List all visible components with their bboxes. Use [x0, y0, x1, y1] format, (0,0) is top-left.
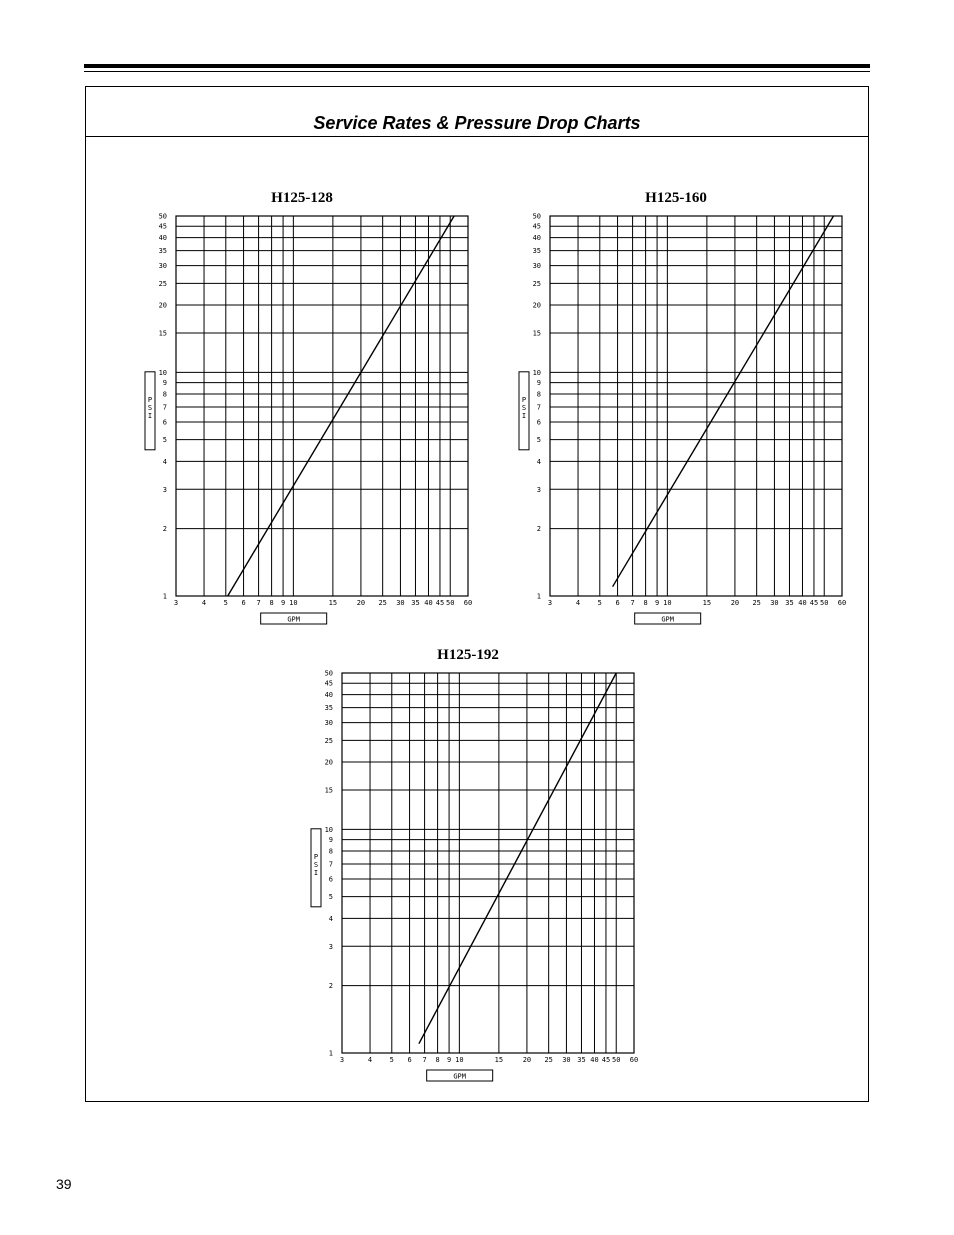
y-tick-label: 50 [158, 212, 167, 221]
y-tick-label: 9 [162, 379, 167, 388]
x-tick-label: 9 [280, 599, 286, 607]
plot-area [342, 673, 634, 1053]
y-tick-label: 7 [328, 860, 333, 869]
y-tick-label: 30 [324, 719, 333, 728]
y-tick-label: 2 [162, 525, 167, 534]
x-tick-label: 5 [223, 599, 228, 607]
y-tick-label: 2 [328, 982, 333, 991]
x-tick-label: 40 [590, 1056, 599, 1064]
chart-title: H125-160 [645, 190, 707, 206]
y-tick-label: 15 [324, 786, 333, 795]
chart-title: H125-192 [437, 647, 499, 663]
x-tick-label: 25 [378, 599, 387, 607]
page-number: 39 [56, 1176, 72, 1192]
pressure-drop-line [228, 216, 454, 596]
y-tick-label: 40 [532, 234, 541, 243]
x-tick-label: 7 [422, 1056, 427, 1064]
x-tick-label: 4 [201, 599, 207, 607]
plot-area [176, 216, 468, 596]
chart-h125-128 [140, 185, 480, 635]
x-tick-label: 60 [629, 1056, 639, 1064]
x-tick-label: 8 [435, 1056, 440, 1064]
chart-h125-160 [514, 185, 854, 635]
y-tick-label: 15 [532, 329, 541, 338]
y-tick-label: 8 [162, 390, 167, 399]
y-tick-label: 8 [328, 847, 333, 856]
y-tick-label: 9 [328, 836, 333, 845]
title-separator [86, 136, 868, 137]
y-tick-label: 30 [532, 262, 541, 271]
x-tick-label: 35 [411, 599, 420, 607]
y-tick-label: 50 [324, 669, 333, 678]
y-tick-label: 35 [532, 247, 541, 256]
y-tick-label: 5 [536, 436, 541, 445]
x-tick-label: 7 [256, 599, 261, 607]
y-tick-label: 35 [158, 247, 167, 256]
y-tick-label: 20 [532, 301, 541, 310]
y-tick-label: 9 [536, 379, 541, 388]
x-tick-label: 50 [446, 599, 455, 607]
x-tick-label: 20 [522, 1056, 532, 1064]
x-tick-label: 30 [562, 1056, 571, 1064]
x-tick-label: 45 [435, 599, 445, 607]
y-tick-label: 40 [324, 691, 333, 700]
x-tick-label: 4 [575, 599, 581, 607]
y-tick-label: 45 [324, 679, 333, 688]
y-tick-label: 10 [532, 368, 541, 377]
y-tick-label: 15 [158, 329, 167, 338]
x-tick-label: 15 [702, 599, 712, 607]
x-tick-label: 20 [730, 599, 740, 607]
x-tick-label: 20 [356, 599, 366, 607]
x-tick-label: 15 [494, 1056, 504, 1064]
x-tick-label: 7 [630, 599, 635, 607]
y-tick-label: 8 [536, 390, 541, 399]
x-tick-label: 10 [663, 599, 672, 607]
x-tick-label: 30 [396, 599, 405, 607]
x-tick-label: 6 [241, 599, 246, 607]
y-tick-label: 50 [532, 212, 541, 221]
y-tick-label: 3 [328, 942, 333, 951]
x-tick-label: 9 [446, 1056, 452, 1064]
y-tick-label: 6 [162, 418, 167, 427]
y-tick-label: 6 [536, 418, 541, 427]
x-tick-label: 45 [809, 599, 819, 607]
y-tick-label: 4 [162, 457, 167, 466]
chart-h125-192 [306, 642, 646, 1092]
y-tick-label: 6 [328, 875, 333, 884]
x-tick-label: 10 [289, 599, 298, 607]
x-tick-label: 3 [547, 599, 553, 607]
chart-title: H125-128 [271, 190, 333, 206]
x-tick-label: 50 [612, 1056, 621, 1064]
y-tick-label: 10 [324, 825, 333, 834]
y-tick-label: 5 [162, 436, 167, 445]
x-tick-label: 60 [837, 599, 847, 607]
y-tick-label: 3 [162, 485, 167, 494]
x-tick-label: 5 [597, 599, 602, 607]
y-tick-label: 4 [328, 914, 333, 923]
plot-area [550, 216, 842, 596]
x-tick-label: 25 [752, 599, 761, 607]
x-tick-label: 35 [785, 599, 794, 607]
y-tick-label: 20 [324, 758, 333, 767]
x-tick-label: 4 [367, 1056, 373, 1064]
x-axis-label: GPM [287, 615, 301, 624]
y-tick-label: 2 [536, 525, 541, 534]
x-tick-label: 3 [173, 599, 179, 607]
x-tick-label: 40 [798, 599, 807, 607]
y-tick-label: 1 [162, 592, 167, 601]
x-tick-label: 3 [339, 1056, 345, 1064]
x-tick-label: 8 [643, 599, 648, 607]
section-title: Service Rates & Pressure Drop Charts [313, 113, 641, 133]
x-tick-label: 6 [407, 1056, 412, 1064]
x-tick-label: 9 [654, 599, 660, 607]
y-tick-label: 25 [324, 736, 333, 745]
y-tick-label: 40 [158, 234, 167, 243]
y-tick-label: 35 [324, 704, 333, 713]
y-tick-label: 3 [536, 485, 541, 494]
header-rule-thin [84, 71, 870, 72]
y-tick-label: 1 [328, 1049, 333, 1058]
y-axis-label: P S I [313, 852, 319, 877]
y-tick-label: 4 [536, 457, 541, 466]
x-tick-label: 45 [601, 1056, 611, 1064]
x-tick-label: 25 [544, 1056, 553, 1064]
x-tick-label: 35 [577, 1056, 586, 1064]
y-tick-label: 10 [158, 368, 167, 377]
y-tick-label: 20 [158, 301, 167, 310]
x-tick-label: 10 [455, 1056, 464, 1064]
y-tick-label: 45 [532, 222, 541, 231]
x-tick-label: 6 [615, 599, 620, 607]
y-tick-label: 7 [162, 403, 167, 412]
header-rule-thick [84, 64, 870, 68]
x-tick-label: 8 [269, 599, 274, 607]
x-tick-label: 60 [463, 599, 473, 607]
y-tick-label: 7 [536, 403, 541, 412]
y-axis-label: P S I [521, 395, 527, 420]
y-axis-label: P S I [147, 395, 153, 420]
y-tick-label: 1 [536, 592, 541, 601]
y-tick-label: 25 [158, 279, 167, 288]
x-tick-label: 15 [328, 599, 338, 607]
y-tick-label: 30 [158, 262, 167, 271]
x-axis-label: GPM [453, 1072, 467, 1081]
x-tick-label: 50 [820, 599, 829, 607]
y-tick-label: 5 [328, 893, 333, 902]
x-tick-label: 5 [389, 1056, 394, 1064]
x-tick-label: 40 [424, 599, 433, 607]
y-tick-label: 45 [158, 222, 167, 231]
y-tick-label: 25 [532, 279, 541, 288]
pressure-drop-line [419, 673, 616, 1044]
x-axis-label: GPM [661, 615, 675, 624]
x-tick-label: 30 [770, 599, 779, 607]
